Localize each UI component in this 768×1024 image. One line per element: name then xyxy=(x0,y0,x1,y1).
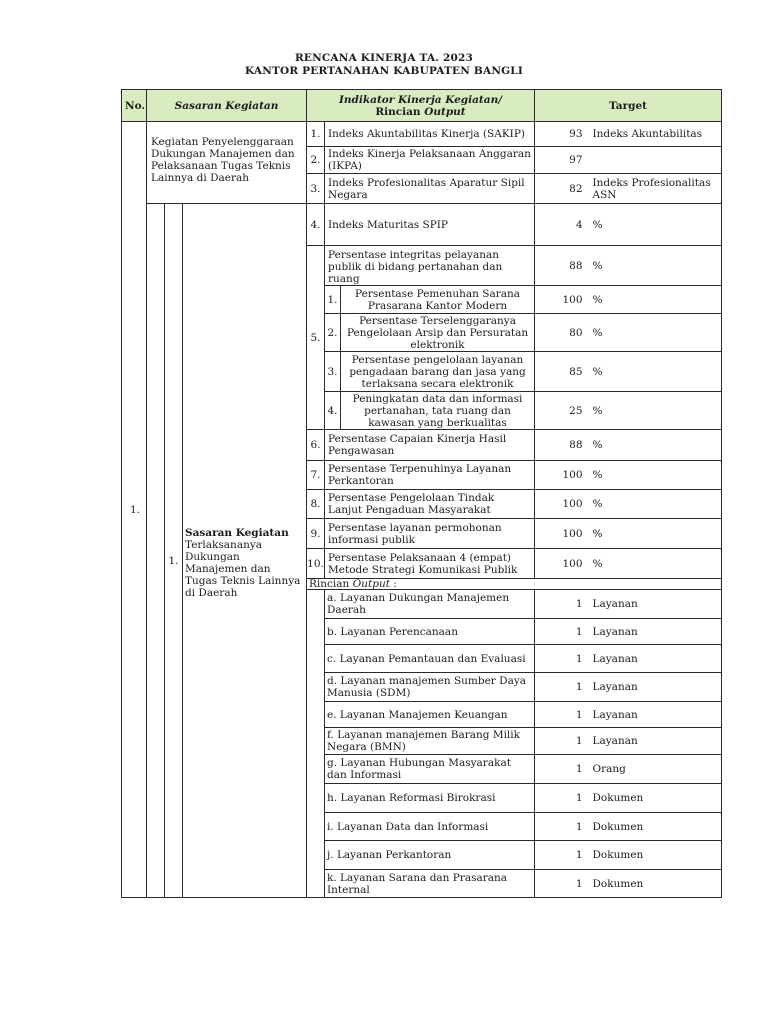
output-label: Layanan Pemantauan dan Evaluasi xyxy=(336,652,526,665)
output-text xyxy=(325,619,535,645)
row-number: 1. xyxy=(122,122,147,898)
sub-indicator-text: Persentase Pemenuhan Sarana Prasarana Kantor Modern xyxy=(341,286,535,314)
indicator-number: 6. xyxy=(307,430,325,461)
output-letter: i. xyxy=(327,820,334,833)
target-value: 1 xyxy=(535,728,589,755)
target-value: 80 xyxy=(535,314,589,352)
target-unit: % xyxy=(589,519,722,549)
target-value: 100 xyxy=(535,490,589,519)
output-letter: e. xyxy=(327,708,337,721)
indicator-text: Persentase Capaian Kinerja Hasil Pengawasan xyxy=(325,430,535,461)
target-value: 82 xyxy=(535,174,589,204)
indicator-number: 1. xyxy=(307,122,325,147)
target-unit: % xyxy=(589,204,722,246)
kegiatan-cell: Kegiatan Penyelenggaraan Dukungan Manajemen dan Pelaksanaan Tugas Teknis Lainnya di Daerah xyxy=(147,122,307,204)
output-text xyxy=(325,702,535,728)
output-letter: k. xyxy=(327,871,337,884)
target-unit: % xyxy=(589,430,722,461)
target-value: 88 xyxy=(535,246,589,286)
target-unit: % xyxy=(589,286,722,314)
output-letter: a. xyxy=(327,592,337,604)
output-letter: b. xyxy=(327,625,338,638)
target-value: 1 xyxy=(535,702,589,728)
target-value: 1 xyxy=(535,590,589,619)
indicator-text: Indeks Profesionalitas Aparatur Sipil Negara xyxy=(325,174,535,204)
indicator-row xyxy=(122,122,722,147)
target-unit: Layanan xyxy=(589,590,722,619)
target-unit: Orang xyxy=(589,755,722,784)
target-value: 100 xyxy=(535,461,589,490)
target-unit: % xyxy=(589,246,722,286)
output-label: Layanan Reformasi Birokrasi xyxy=(337,792,496,804)
indicator-text: Indeks Akuntabilitas Kinerja (SAKIP) xyxy=(325,122,535,147)
output-label: Layanan manajemen Barang Milik Negara (BMN) xyxy=(327,729,521,753)
output-letter: f. xyxy=(327,729,334,741)
target-unit: % xyxy=(589,490,722,519)
output-label: Layanan Perencanaan xyxy=(337,625,458,638)
indicator-text: Indeks Maturitas SPIP xyxy=(325,204,535,246)
sasaran-spacer xyxy=(147,204,165,898)
sasaran-number: 1. xyxy=(165,204,183,898)
indicator-number: 7. xyxy=(307,461,325,490)
target-unit xyxy=(589,147,722,174)
target-value: 25 xyxy=(535,392,589,430)
target-unit: % xyxy=(589,549,722,579)
sasaran-title: Sasaran Kegiatan xyxy=(185,526,289,539)
target-value: 1 xyxy=(535,645,589,673)
target-unit: Dokumen xyxy=(589,870,722,898)
target-value: 100 xyxy=(535,519,589,549)
indicator-text: Persentase layanan permohonan informasi publik xyxy=(325,519,535,549)
indicator-number: 4. xyxy=(307,204,325,246)
header-indikator: Indikator Kinerja Kegiatan/ Rincian Output xyxy=(307,90,535,122)
target-unit: Layanan xyxy=(589,645,722,673)
target-value: 1 xyxy=(535,813,589,841)
sub-indicator-number: 4. xyxy=(325,392,341,430)
rincian-output-label: Rincian Output : xyxy=(307,579,722,590)
output-label: Layanan Hubungan Masyarakat dan Informasi xyxy=(327,757,511,781)
target-unit: Layanan xyxy=(589,728,722,755)
indicator-text: Persentase Terpenuhinya Layanan Perkantoran xyxy=(325,461,535,490)
output-label: Layanan Dukungan Manajemen Daerah xyxy=(327,592,510,616)
output-letter: d. xyxy=(327,675,338,687)
output-letter: g. xyxy=(327,757,338,769)
output-text xyxy=(325,673,535,702)
target-value: 1 xyxy=(535,841,589,870)
output-letter: h. xyxy=(327,792,338,804)
sub-indicator-number: 2. xyxy=(325,314,341,352)
sub-indicator-number: 3. xyxy=(325,352,341,392)
sasaran-cell xyxy=(183,204,307,898)
indicator-number: 8. xyxy=(307,490,325,519)
output-text xyxy=(325,645,535,673)
target-value: 100 xyxy=(535,549,589,579)
target-value: 4 xyxy=(535,204,589,246)
indicator-number: 10. xyxy=(307,549,325,579)
target-unit: % xyxy=(589,461,722,490)
target-value: 1 xyxy=(535,870,589,898)
document-subtitle: KANTOR PERTANAHAN KABUPATEN BANGLI xyxy=(244,65,523,77)
target-unit: Dokumen xyxy=(589,813,722,841)
output-text xyxy=(325,870,535,898)
target-unit: Indeks Profesionalitas ASN xyxy=(589,174,722,204)
rencana-kinerja-table xyxy=(121,89,722,898)
header-no: No. xyxy=(122,90,147,122)
output-text xyxy=(325,784,535,813)
target-unit: Dokumen xyxy=(589,784,722,813)
indicator-text: Persentase Pengelolaan Tindak Lanjut Pengaduan Masyarakat xyxy=(325,490,535,519)
header-row xyxy=(122,90,722,122)
sub-indicator-text: Persentase pengelolaan layanan pengadaan barang dan jasa yang terlaksana secara elektronik xyxy=(341,352,535,392)
target-value: 1 xyxy=(535,784,589,813)
output-spacer xyxy=(307,590,325,898)
target-unit: Layanan xyxy=(589,702,722,728)
target-unit: Layanan xyxy=(589,619,722,645)
output-label: Layanan manajemen Sumber Daya Manusia (SDM) xyxy=(327,675,527,699)
target-value: 1 xyxy=(535,673,589,702)
target-unit: Dokumen xyxy=(589,841,722,870)
output-text xyxy=(325,813,535,841)
sasaran-text: Terlaksananya Dukungan Manajemen dan Tugas Teknis Lainnya di Daerah xyxy=(185,538,301,599)
indicator-text: Persentase integritas pelayanan publik di bidang pertanahan dan ruang xyxy=(325,246,535,286)
indicator-text: Persentase Pelaksanaan 4 (empat) Metode Strategi Komunikasi Publik xyxy=(325,549,535,579)
indicator-number: 3. xyxy=(307,174,325,204)
sub-indicator-text: Peningkatan data dan informasi pertanahan, tata ruang dan kawasan yang berkualitas xyxy=(341,392,535,430)
target-value: 100 xyxy=(535,286,589,314)
indicator-row xyxy=(122,204,722,246)
output-text xyxy=(325,841,535,870)
output-letter: c. xyxy=(327,652,337,665)
sub-indicator-text: Persentase Terselenggaranya Pengelolaan Arsip dan Persuratan elektronik xyxy=(341,314,535,352)
target-value: 85 xyxy=(535,352,589,392)
indicator-number: 2. xyxy=(307,147,325,174)
target-value: 97 xyxy=(535,147,589,174)
target-unit: Indeks Akuntabilitas xyxy=(589,122,722,147)
target-unit: % xyxy=(589,392,722,430)
document-title: RENCANA KINERJA TA. 2023 xyxy=(294,52,474,64)
indicator-number: 9. xyxy=(307,519,325,549)
header-sasaran: Sasaran Kegiatan xyxy=(147,90,307,122)
target-value: 1 xyxy=(535,619,589,645)
output-text xyxy=(325,728,535,755)
target-unit: % xyxy=(589,314,722,352)
output-label: Layanan Sarana dan Prasarana Internal xyxy=(327,871,508,896)
output-letter: j. xyxy=(327,849,334,861)
target-value: 1 xyxy=(535,755,589,784)
indicator-number: 5. xyxy=(307,246,325,430)
output-label: Layanan Manajemen Keuangan xyxy=(336,708,508,721)
output-label: Layanan Perkantoran xyxy=(333,849,452,861)
target-unit: % xyxy=(589,352,722,392)
header-target: Target xyxy=(535,90,722,122)
output-text xyxy=(325,590,535,619)
sub-indicator-number: 1. xyxy=(325,286,341,314)
target-value: 88 xyxy=(535,430,589,461)
target-value: 93 xyxy=(535,122,589,147)
indicator-text: Indeks Kinerja Pelaksanaan Anggaran (IKPA) xyxy=(325,147,535,174)
output-text xyxy=(325,755,535,784)
output-label: Layanan Data dan Informasi xyxy=(333,820,489,833)
target-unit: Layanan xyxy=(589,673,722,702)
